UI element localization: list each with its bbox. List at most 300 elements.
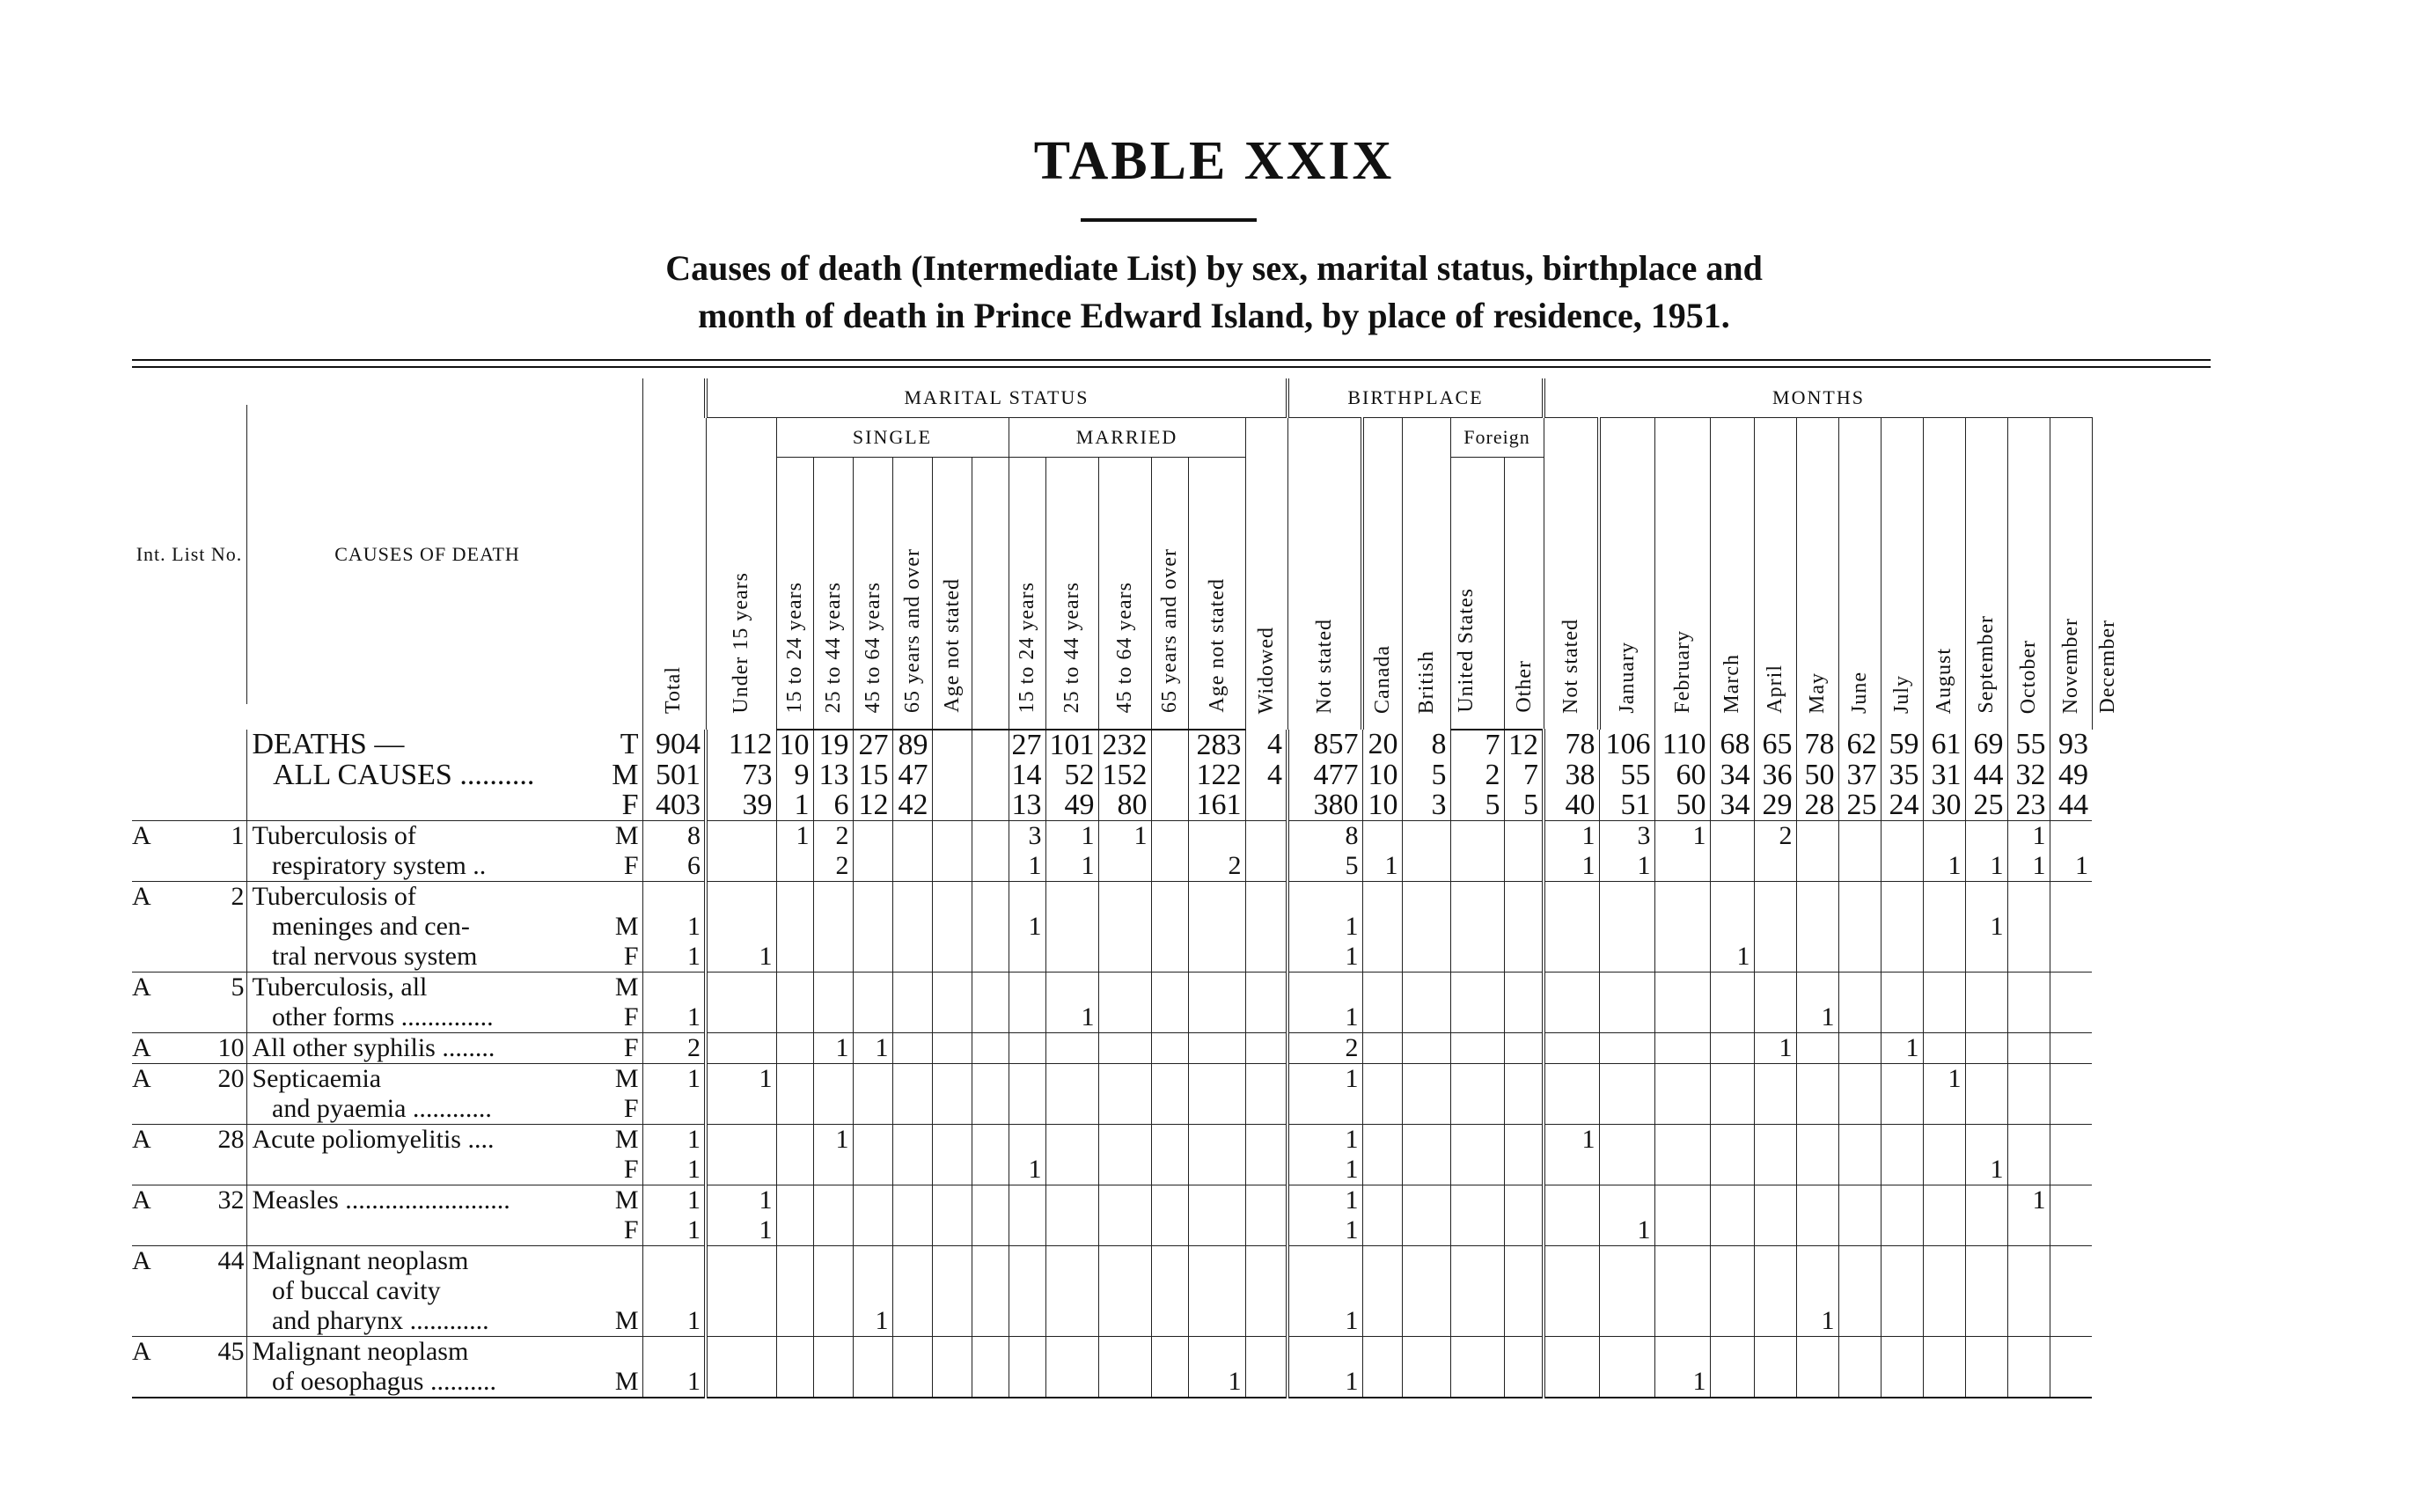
value-cell bbox=[642, 1337, 706, 1368]
value-cell: 1 bbox=[706, 1215, 776, 1246]
value-cell bbox=[1544, 973, 1599, 1003]
value-cell bbox=[776, 882, 813, 913]
value-cell bbox=[1923, 973, 1965, 1003]
value-cell bbox=[1151, 1337, 1188, 1368]
value-cell: 27 bbox=[1009, 730, 1045, 760]
value-cell bbox=[2050, 1215, 2092, 1246]
int-list-number bbox=[176, 1276, 246, 1306]
value-cell bbox=[932, 882, 972, 913]
sex-code: M bbox=[614, 1185, 639, 1215]
table-row bbox=[132, 942, 2123, 973]
value-cell bbox=[1009, 1125, 1045, 1156]
int-list-number: 20 bbox=[217, 1064, 245, 1093]
table-row bbox=[132, 730, 2123, 760]
us-label: United States bbox=[1454, 588, 1478, 713]
value-cell bbox=[1098, 1125, 1151, 1156]
value-cell bbox=[972, 1185, 1009, 1216]
value-cell bbox=[1838, 942, 1881, 973]
aug-label: August bbox=[1933, 647, 1955, 714]
value-cell: 1 bbox=[642, 1185, 706, 1216]
value-cell bbox=[1504, 1246, 1544, 1277]
value-cell: 5 bbox=[1450, 790, 1504, 821]
table-row bbox=[132, 1155, 2123, 1185]
value-cell: 93 bbox=[2050, 730, 2092, 760]
value-cell bbox=[892, 882, 932, 913]
value-cell bbox=[1754, 912, 1796, 942]
value-cell bbox=[1881, 1185, 1923, 1216]
value-cell bbox=[1710, 1246, 1754, 1277]
canada-header bbox=[1362, 418, 1402, 730]
value-cell bbox=[1098, 1215, 1151, 1246]
value-cell bbox=[932, 1276, 972, 1306]
value-cell: 1 bbox=[642, 1064, 706, 1095]
value-cell bbox=[1923, 1185, 1965, 1216]
value-cell bbox=[1599, 1064, 1654, 1095]
s45-64-header bbox=[853, 458, 892, 730]
value-cell bbox=[1009, 1002, 1045, 1033]
jun-header bbox=[1838, 418, 1881, 730]
m45-64-header bbox=[1098, 458, 1151, 730]
dec-header bbox=[2092, 418, 2123, 730]
cause-label bbox=[246, 1215, 607, 1246]
value-cell: 1 bbox=[1287, 1367, 1362, 1398]
value-cell bbox=[1098, 973, 1151, 1003]
value-cell bbox=[2050, 1185, 2092, 1216]
oct-header bbox=[2007, 418, 2050, 730]
value-cell bbox=[853, 1337, 892, 1368]
value-cell bbox=[1754, 973, 1796, 1003]
value-cell bbox=[932, 1002, 972, 1033]
int-list-number: 1 bbox=[231, 821, 245, 850]
value-cell bbox=[1245, 1033, 1287, 1064]
table-row bbox=[132, 882, 2123, 913]
value-cell bbox=[1544, 1064, 1599, 1095]
value-cell bbox=[1796, 1337, 1838, 1368]
value-cell bbox=[1098, 1033, 1151, 1064]
value-cell bbox=[892, 1215, 932, 1246]
value-cell: 4 bbox=[1245, 760, 1287, 790]
value-cell: 161 bbox=[1188, 790, 1245, 821]
value-cell bbox=[1599, 882, 1654, 913]
value-cell: 38 bbox=[1544, 760, 1599, 790]
s25-44-label: 25 to 44 years bbox=[821, 581, 845, 713]
value-cell bbox=[1599, 1337, 1654, 1368]
value-cell bbox=[1362, 973, 1402, 1003]
page-title: TABLE XXIX bbox=[1033, 131, 1395, 191]
value-cell bbox=[1009, 1337, 1045, 1368]
value-cell bbox=[1098, 1337, 1151, 1368]
value-cell bbox=[776, 912, 813, 942]
value-cell: 1 bbox=[1544, 821, 1599, 852]
value-cell bbox=[813, 1064, 853, 1095]
value-cell: 1 bbox=[2007, 821, 2050, 852]
m15-24-label: 15 to 24 years bbox=[1016, 581, 1038, 713]
value-cell bbox=[776, 1185, 813, 1216]
value-cell bbox=[1098, 1276, 1151, 1306]
value-cell: 1 bbox=[642, 1155, 706, 1185]
value-cell bbox=[1504, 942, 1544, 973]
value-cell bbox=[892, 1033, 932, 1064]
value-cell bbox=[1151, 1064, 1188, 1095]
value-cell: 25 bbox=[1838, 790, 1881, 821]
value-cell: 6 bbox=[642, 851, 706, 882]
value-cell bbox=[1245, 1276, 1287, 1306]
value-cell: 1 bbox=[1965, 1155, 2007, 1185]
value-cell bbox=[1965, 1306, 2007, 1337]
value-cell bbox=[1923, 882, 1965, 913]
value-cell bbox=[1881, 851, 1923, 882]
value-cell bbox=[1098, 942, 1151, 973]
value-cell bbox=[1504, 1367, 1544, 1398]
value-cell bbox=[1504, 1215, 1544, 1246]
sex-code: M bbox=[612, 759, 639, 791]
value-cell bbox=[1151, 1215, 1188, 1246]
table-row bbox=[132, 1094, 2123, 1125]
value-cell bbox=[1599, 1367, 1654, 1398]
m15-24-header bbox=[1009, 458, 1045, 730]
int-list-letter: A bbox=[132, 821, 151, 850]
value-cell bbox=[1245, 1246, 1287, 1277]
value-cell: 8 bbox=[1402, 730, 1450, 760]
value-cell bbox=[2050, 1064, 2092, 1095]
value-cell bbox=[1838, 1276, 1881, 1306]
value-cell bbox=[972, 851, 1009, 882]
value-cell bbox=[892, 1094, 932, 1125]
sep-label: September bbox=[1975, 615, 1998, 714]
months-header bbox=[1544, 378, 2092, 418]
value-cell: 78 bbox=[1544, 730, 1599, 760]
cause-label: and pyaemia ............ bbox=[246, 1094, 607, 1125]
sex-code bbox=[607, 882, 642, 913]
value-cell bbox=[1045, 1185, 1098, 1216]
m45-64-label: 45 to 64 years bbox=[1113, 581, 1136, 713]
value-cell: 501 bbox=[642, 760, 706, 790]
value-cell bbox=[1504, 1337, 1544, 1368]
value-cell: 59 bbox=[1881, 730, 1923, 760]
value-cell bbox=[1754, 1246, 1796, 1277]
value-cell bbox=[972, 821, 1009, 852]
value-cell: 4 bbox=[1245, 730, 1287, 760]
table-row bbox=[132, 1185, 2123, 1216]
value-cell bbox=[972, 942, 1009, 973]
value-cell bbox=[2007, 1337, 2050, 1368]
int-list-letter bbox=[132, 1276, 176, 1306]
value-cell bbox=[1402, 1125, 1450, 1156]
value-cell bbox=[1923, 912, 1965, 942]
value-cell: 1 bbox=[1796, 1002, 1838, 1033]
value-cell bbox=[1965, 882, 2007, 913]
value-cell bbox=[1544, 1002, 1599, 1033]
value-cell: 1 bbox=[706, 1185, 776, 1216]
sex-code: F bbox=[607, 1033, 642, 1064]
value-cell bbox=[1881, 1337, 1923, 1368]
marital-status-label: MARITAL STATUS bbox=[904, 386, 1089, 408]
value-cell bbox=[892, 1155, 932, 1185]
value-cell bbox=[1654, 1276, 1710, 1306]
cause-label: Septicaemia bbox=[246, 1064, 607, 1095]
value-cell: 13 bbox=[813, 760, 853, 790]
value-cell bbox=[1188, 1215, 1245, 1246]
int-list-letter bbox=[132, 851, 176, 882]
value-cell bbox=[1881, 1064, 1923, 1095]
sex-code: F bbox=[607, 942, 642, 973]
int-list-letter bbox=[132, 1306, 176, 1337]
value-cell bbox=[1450, 973, 1504, 1003]
value-cell bbox=[1923, 1094, 1965, 1125]
value-cell bbox=[1402, 882, 1450, 913]
value-cell: 51 bbox=[1599, 790, 1654, 821]
title-underline bbox=[1081, 218, 1257, 222]
value-cell bbox=[1287, 1337, 1362, 1368]
value-cell bbox=[1450, 882, 1504, 913]
single-label: SINGLE bbox=[852, 426, 933, 448]
value-cell bbox=[1965, 1276, 2007, 1306]
value-cell bbox=[1544, 1185, 1599, 1216]
value-cell bbox=[2050, 973, 2092, 1003]
s15-24-header bbox=[776, 458, 813, 730]
value-cell bbox=[1599, 973, 1654, 1003]
value-cell bbox=[932, 1033, 972, 1064]
value-cell bbox=[706, 1276, 776, 1306]
value-cell bbox=[1287, 973, 1362, 1003]
value-cell bbox=[1881, 1215, 1923, 1246]
jul-header bbox=[1881, 418, 1923, 730]
value-cell: 24 bbox=[1881, 790, 1923, 821]
value-cell bbox=[1654, 1155, 1710, 1185]
value-cell bbox=[776, 1064, 813, 1095]
value-cell bbox=[932, 821, 972, 852]
table-row bbox=[132, 1246, 2123, 1277]
value-cell: 2 bbox=[1188, 851, 1245, 882]
value-cell bbox=[1710, 1155, 1754, 1185]
value-cell: 1 bbox=[2007, 851, 2050, 882]
value-cell bbox=[1450, 1094, 1504, 1125]
table-row bbox=[132, 973, 2123, 1003]
value-cell bbox=[1504, 1125, 1544, 1156]
value-cell bbox=[1754, 1185, 1796, 1216]
value-cell bbox=[776, 1002, 813, 1033]
value-cell bbox=[853, 1002, 892, 1033]
value-cell bbox=[1599, 1306, 1654, 1337]
value-cell bbox=[1151, 1185, 1188, 1216]
months-label: MONTHS bbox=[1772, 386, 1865, 408]
value-cell bbox=[2050, 882, 2092, 913]
other-header bbox=[1504, 458, 1544, 730]
value-cell bbox=[1151, 1094, 1188, 1125]
s-blank-header bbox=[972, 458, 1009, 730]
value-cell bbox=[853, 1246, 892, 1277]
value-cell bbox=[972, 1094, 1009, 1125]
value-cell: 32 bbox=[2007, 760, 2050, 790]
value-cell: 6 bbox=[813, 790, 853, 821]
value-cell bbox=[1754, 882, 1796, 913]
value-cell bbox=[2007, 912, 2050, 942]
value-cell: 380 bbox=[1287, 790, 1362, 821]
cause-label: other forms .............. bbox=[246, 1002, 607, 1033]
cause-label: All other syphilis ........ bbox=[246, 1033, 607, 1064]
value-cell bbox=[853, 1215, 892, 1246]
value-cell bbox=[776, 942, 813, 973]
value-cell bbox=[1151, 942, 1188, 973]
value-cell bbox=[1045, 1246, 1098, 1277]
int-list-letter bbox=[132, 1002, 176, 1033]
married-header bbox=[1009, 418, 1245, 458]
int-list-letter: A bbox=[132, 1033, 176, 1064]
value-cell: 30 bbox=[1923, 790, 1965, 821]
value-cell bbox=[1098, 1246, 1151, 1277]
value-cell bbox=[1754, 851, 1796, 882]
value-cell bbox=[1245, 1155, 1287, 1185]
s25-44-header bbox=[813, 458, 853, 730]
cause-label bbox=[246, 1155, 607, 1185]
may-label: May bbox=[1806, 672, 1829, 714]
value-cell: 1 bbox=[1287, 1185, 1362, 1216]
table-row bbox=[132, 912, 2123, 942]
value-cell bbox=[932, 973, 972, 1003]
value-cell bbox=[853, 1367, 892, 1398]
value-cell bbox=[1450, 912, 1504, 942]
value-cell bbox=[1188, 1337, 1245, 1368]
value-cell bbox=[932, 1215, 972, 1246]
value-cell bbox=[1838, 1002, 1881, 1033]
value-cell bbox=[892, 1367, 932, 1398]
value-cell bbox=[853, 1094, 892, 1125]
value-cell bbox=[972, 1306, 1009, 1337]
value-cell bbox=[1009, 1246, 1045, 1277]
value-cell: 50 bbox=[1796, 760, 1838, 790]
value-cell bbox=[1838, 851, 1881, 882]
value-cell bbox=[2050, 1337, 2092, 1368]
value-cell bbox=[853, 1155, 892, 1185]
value-cell bbox=[853, 1276, 892, 1306]
value-cell bbox=[813, 942, 853, 973]
value-cell: 1 bbox=[1188, 1367, 1245, 1398]
table-row bbox=[132, 1215, 2123, 1246]
value-cell bbox=[1796, 1276, 1838, 1306]
sex-code: T bbox=[620, 728, 639, 760]
value-cell bbox=[1838, 1306, 1881, 1337]
value-cell: 52 bbox=[1045, 760, 1098, 790]
bp-not-stated-header bbox=[1544, 418, 1599, 730]
value-cell bbox=[1544, 1215, 1599, 1246]
value-cell: 1 bbox=[1287, 1306, 1362, 1337]
value-cell bbox=[1654, 912, 1710, 942]
value-cell: 35 bbox=[1881, 760, 1923, 790]
value-cell bbox=[1045, 973, 1098, 1003]
causes-of-death-table bbox=[132, 378, 2123, 1398]
value-cell bbox=[892, 1337, 932, 1368]
value-cell bbox=[1599, 1125, 1654, 1156]
value-cell bbox=[2050, 1033, 2092, 1064]
value-cell bbox=[1923, 1337, 1965, 1368]
value-cell bbox=[1796, 942, 1838, 973]
value-cell: 31 bbox=[1923, 760, 1965, 790]
value-cell: 89 bbox=[892, 730, 932, 760]
value-cell bbox=[1504, 1185, 1544, 1216]
value-cell bbox=[1796, 882, 1838, 913]
value-cell bbox=[932, 1306, 972, 1337]
sex-code: M bbox=[607, 1367, 642, 1398]
value-cell bbox=[1654, 1033, 1710, 1064]
value-cell: 14 bbox=[1009, 760, 1045, 790]
value-cell: 2 bbox=[1450, 760, 1504, 790]
value-cell bbox=[1710, 1002, 1754, 1033]
value-cell: 2 bbox=[813, 851, 853, 882]
value-cell: 7 bbox=[1450, 730, 1504, 760]
value-cell bbox=[2007, 1064, 2050, 1095]
value-cell bbox=[1796, 821, 1838, 852]
value-cell bbox=[2007, 1155, 2050, 1185]
value-cell: 1 bbox=[776, 790, 813, 821]
value-cell bbox=[892, 851, 932, 882]
value-cell bbox=[1245, 942, 1287, 973]
value-cell: 2 bbox=[642, 1033, 706, 1064]
value-cell: 1 bbox=[642, 1306, 706, 1337]
cause-label: tral nervous system bbox=[246, 942, 607, 973]
value-cell bbox=[776, 1033, 813, 1064]
value-cell: 283 bbox=[1188, 730, 1245, 760]
value-cell bbox=[1881, 1276, 1923, 1306]
value-cell bbox=[1881, 882, 1923, 913]
value-cell bbox=[642, 1094, 706, 1125]
value-cell bbox=[1710, 1276, 1754, 1306]
int-list-letter: A bbox=[132, 1337, 151, 1366]
apr-label: April bbox=[1764, 664, 1786, 714]
value-cell bbox=[642, 882, 706, 913]
value-cell bbox=[1965, 1185, 2007, 1216]
value-cell: 152 bbox=[1098, 760, 1151, 790]
value-cell bbox=[1504, 1002, 1544, 1033]
table-row bbox=[132, 821, 2123, 852]
value-cell: 69 bbox=[1965, 730, 2007, 760]
other-label: Other bbox=[1512, 660, 1536, 713]
value-cell bbox=[1838, 1094, 1881, 1125]
value-cell bbox=[1362, 1033, 1402, 1064]
value-cell bbox=[853, 942, 892, 973]
int-list-number bbox=[176, 1215, 246, 1246]
value-cell bbox=[1450, 1002, 1504, 1033]
value-cell: 34 bbox=[1710, 760, 1754, 790]
value-cell: 40 bbox=[1544, 790, 1599, 821]
value-cell: 13 bbox=[1009, 790, 1045, 821]
value-cell bbox=[1450, 1033, 1504, 1064]
value-cell bbox=[972, 730, 1009, 760]
value-cell bbox=[1402, 1185, 1450, 1216]
value-cell bbox=[1838, 1337, 1881, 1368]
value-cell bbox=[1838, 1125, 1881, 1156]
value-cell bbox=[853, 1125, 892, 1156]
value-cell bbox=[932, 1367, 972, 1398]
value-cell: 47 bbox=[892, 760, 932, 790]
value-cell: 1 bbox=[1965, 912, 2007, 942]
value-cell bbox=[1151, 1125, 1188, 1156]
value-cell bbox=[2007, 1276, 2050, 1306]
sex-code: F bbox=[607, 1094, 642, 1125]
value-cell: 55 bbox=[2007, 730, 2050, 760]
value-cell bbox=[1965, 1064, 2007, 1095]
value-cell bbox=[1504, 1155, 1544, 1185]
value-cell bbox=[1245, 1337, 1287, 1368]
int-list-number bbox=[176, 790, 246, 821]
value-cell bbox=[1881, 821, 1923, 852]
value-cell bbox=[1098, 1155, 1151, 1185]
s45-64-label: 45 to 64 years bbox=[861, 581, 884, 713]
sex-code: F bbox=[607, 1155, 642, 1185]
value-cell bbox=[1796, 1215, 1838, 1246]
int-list-letter: A bbox=[132, 1125, 151, 1154]
marital-status-header bbox=[706, 378, 1287, 418]
value-cell: 1 bbox=[706, 1064, 776, 1095]
